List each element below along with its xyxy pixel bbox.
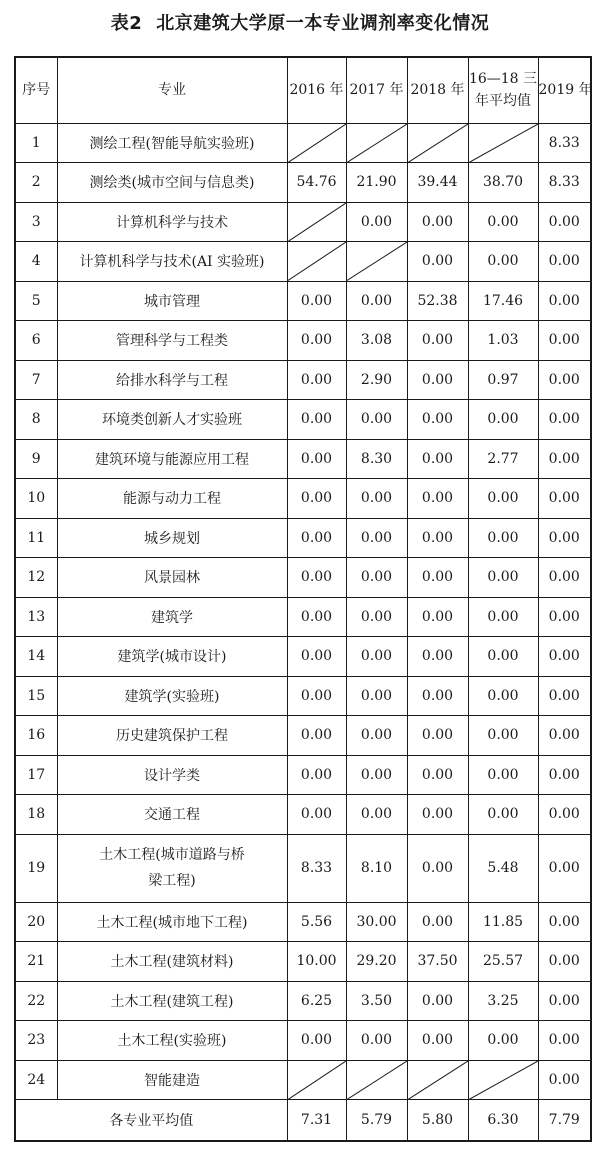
header-three-year-average: 16—18 三年平均值 xyxy=(468,57,538,123)
row-number: 17 xyxy=(15,755,57,795)
table-row xyxy=(15,597,591,637)
value-2018: 0.00 xyxy=(407,795,468,835)
header-2017: 2017 年 xyxy=(346,57,407,123)
diagonal-slash xyxy=(288,242,346,281)
row-number: 11 xyxy=(15,518,57,558)
value-2018: 0.00 xyxy=(407,597,468,637)
header-2018: 2018 年 xyxy=(407,57,468,123)
major-name: 城市管理 xyxy=(57,281,287,321)
row-number: 4 xyxy=(15,242,57,282)
table-row xyxy=(15,676,591,716)
value-three-year-average: 0.00 xyxy=(468,795,538,835)
major-name: 建筑环境与能源应用工程 xyxy=(57,439,287,479)
value-2016: 54.76 xyxy=(287,163,346,203)
value-2016: 0.00 xyxy=(287,479,346,519)
diagonal-slash xyxy=(347,242,407,281)
value-2018: 0.00 xyxy=(407,242,468,282)
major-name: 建筑学(城市设计) xyxy=(57,637,287,677)
row-number: 12 xyxy=(15,558,57,598)
value-2017: 0.00 xyxy=(346,755,407,795)
value-2017: 2.90 xyxy=(346,360,407,400)
table-number: 表2 xyxy=(110,13,143,34)
header-2019: 2019 年 xyxy=(538,57,591,123)
diagonal-slash xyxy=(469,1061,538,1100)
value-three-year-average: 0.00 xyxy=(468,400,538,440)
value-2019: 0.00 xyxy=(538,518,591,558)
value-2016: 0.00 xyxy=(287,360,346,400)
average-label: 各专业平均值 xyxy=(15,1100,287,1141)
row-number: 24 xyxy=(15,1060,57,1100)
row-number: 20 xyxy=(15,902,57,942)
value-2018: 0.00 xyxy=(407,360,468,400)
average-three-year: 6.30 xyxy=(468,1100,538,1141)
value-2018: 0.00 xyxy=(407,981,468,1021)
value-2019: 0.00 xyxy=(538,321,591,361)
major-name: 建筑学(实验班) xyxy=(57,676,287,716)
value-2019: 0.00 xyxy=(538,755,591,795)
table-row xyxy=(15,439,591,479)
empty-cell-three-year-average xyxy=(468,1060,538,1100)
row-number: 18 xyxy=(15,795,57,835)
value-three-year-average: 0.00 xyxy=(468,716,538,756)
table-row xyxy=(15,558,591,598)
major-name: 城乡规划 xyxy=(57,518,287,558)
diagonal-slash xyxy=(347,124,407,163)
empty-cell-2017 xyxy=(346,123,407,163)
value-2017: 0.00 xyxy=(346,202,407,242)
value-2018: 0.00 xyxy=(407,400,468,440)
table-row xyxy=(15,400,591,440)
row-number: 3 xyxy=(15,202,57,242)
value-2016: 0.00 xyxy=(287,716,346,756)
value-2016: 0.00 xyxy=(287,1021,346,1061)
value-2019: 0.00 xyxy=(538,281,591,321)
value-2019: 0.00 xyxy=(538,202,591,242)
table-row xyxy=(15,1021,591,1061)
value-2019: 0.00 xyxy=(538,360,591,400)
value-2019: 8.33 xyxy=(538,163,591,203)
value-2016: 0.00 xyxy=(287,321,346,361)
table-row xyxy=(15,360,591,400)
value-three-year-average: 0.00 xyxy=(468,479,538,519)
value-2018: 0.00 xyxy=(407,676,468,716)
value-2016: 0.00 xyxy=(287,518,346,558)
diagonal-slash xyxy=(347,1061,407,1100)
value-2019: 0.00 xyxy=(538,1060,591,1100)
value-2016: 0.00 xyxy=(287,676,346,716)
average-row xyxy=(15,1100,591,1141)
value-2019: 0.00 xyxy=(538,942,591,982)
major-name: 能源与动力工程 xyxy=(57,479,287,519)
value-2017: 0.00 xyxy=(346,1021,407,1061)
value-2016: 0.00 xyxy=(287,439,346,479)
major-name: 测绘类(城市空间与信息类) xyxy=(57,163,287,203)
empty-cell-2018 xyxy=(407,1060,468,1100)
value-three-year-average: 0.97 xyxy=(468,360,538,400)
row-number: 5 xyxy=(15,281,57,321)
value-2017: 3.08 xyxy=(346,321,407,361)
row-number: 10 xyxy=(15,479,57,519)
table-row xyxy=(15,123,591,163)
diagonal-slash xyxy=(288,203,346,242)
value-2019: 0.00 xyxy=(538,558,591,598)
major-name: 计算机科学与技术 xyxy=(57,202,287,242)
table-title: 北京建筑大学原一本专业调剂率变化情况 xyxy=(156,13,490,34)
major-name: 设计学类 xyxy=(57,755,287,795)
value-2019: 0.00 xyxy=(538,439,591,479)
value-three-year-average: 0.00 xyxy=(468,637,538,677)
value-three-year-average: 11.85 xyxy=(468,902,538,942)
value-2018: 52.38 xyxy=(407,281,468,321)
value-2019: 0.00 xyxy=(538,400,591,440)
average-2016: 7.31 xyxy=(287,1100,346,1141)
header-2016: 2016 年 xyxy=(287,57,346,123)
diagonal-slash xyxy=(408,1061,468,1100)
major-name: 环境类创新人才实验班 xyxy=(57,400,287,440)
value-2019: 0.00 xyxy=(538,637,591,677)
empty-cell-2016 xyxy=(287,202,346,242)
row-number: 23 xyxy=(15,1021,57,1061)
header-row xyxy=(15,57,591,123)
value-2018: 0.00 xyxy=(407,518,468,558)
value-2018: 0.00 xyxy=(407,1021,468,1061)
major-name: 土木工程(建筑工程) xyxy=(57,981,287,1021)
major-name: 土木工程(实验班) xyxy=(57,1021,287,1061)
row-number: 8 xyxy=(15,400,57,440)
row-number: 15 xyxy=(15,676,57,716)
value-three-year-average: 0.00 xyxy=(468,676,538,716)
table-row xyxy=(15,479,591,519)
table-row xyxy=(15,1060,591,1100)
value-2019: 0.00 xyxy=(538,834,591,902)
row-number: 19 xyxy=(15,834,57,902)
major-name: 管理科学与工程类 xyxy=(57,321,287,361)
table-row xyxy=(15,637,591,677)
value-2017: 8.30 xyxy=(346,439,407,479)
empty-cell-2016 xyxy=(287,242,346,282)
major-name: 智能建造 xyxy=(57,1060,287,1100)
empty-cell-2018 xyxy=(407,123,468,163)
table-row xyxy=(15,902,591,942)
major-name: 交通工程 xyxy=(57,795,287,835)
value-three-year-average: 0.00 xyxy=(468,242,538,282)
value-2019: 0.00 xyxy=(538,902,591,942)
table-row xyxy=(15,716,591,756)
table-row xyxy=(15,202,591,242)
value-2017: 30.00 xyxy=(346,902,407,942)
table-row xyxy=(15,242,591,282)
diagonal-slash xyxy=(408,124,468,163)
value-2018: 0.00 xyxy=(407,558,468,598)
value-2016: 8.33 xyxy=(287,834,346,902)
diagonal-slash xyxy=(288,124,346,163)
table-row xyxy=(15,834,591,902)
value-2018: 0.00 xyxy=(407,637,468,677)
value-2016: 0.00 xyxy=(287,281,346,321)
header-major: 专业 xyxy=(57,57,287,123)
value-2017: 0.00 xyxy=(346,637,407,677)
value-2019: 8.33 xyxy=(538,123,591,163)
table-row xyxy=(15,518,591,558)
value-three-year-average: 17.46 xyxy=(468,281,538,321)
value-three-year-average: 0.00 xyxy=(468,518,538,558)
value-2018: 0.00 xyxy=(407,479,468,519)
value-three-year-average: 2.77 xyxy=(468,439,538,479)
average-2019: 7.79 xyxy=(538,1100,591,1141)
row-number: 2 xyxy=(15,163,57,203)
value-2019: 0.00 xyxy=(538,1021,591,1061)
value-2019: 0.00 xyxy=(538,676,591,716)
empty-cell-three-year-average xyxy=(468,123,538,163)
row-number: 7 xyxy=(15,360,57,400)
major-name: 测绘工程(智能导航实验班) xyxy=(57,123,287,163)
major-name: 建筑学 xyxy=(57,597,287,637)
value-2017: 8.10 xyxy=(346,834,407,902)
value-2019: 0.00 xyxy=(538,597,591,637)
value-three-year-average: 0.00 xyxy=(468,1021,538,1061)
value-2017: 0.00 xyxy=(346,597,407,637)
value-2018: 0.00 xyxy=(407,755,468,795)
value-2018: 0.00 xyxy=(407,834,468,902)
value-2017: 0.00 xyxy=(346,518,407,558)
average-2018: 5.80 xyxy=(407,1100,468,1141)
major-name: 土木工程(城市道路与桥梁工程) xyxy=(57,834,287,902)
row-number: 9 xyxy=(15,439,57,479)
value-2018: 0.00 xyxy=(407,439,468,479)
major-name: 土木工程(城市地下工程) xyxy=(57,902,287,942)
adjustment-rate-table xyxy=(14,56,592,1142)
table-body xyxy=(15,123,591,1100)
value-2018: 0.00 xyxy=(407,321,468,361)
table-row xyxy=(15,281,591,321)
value-three-year-average: 0.00 xyxy=(468,558,538,598)
value-three-year-average: 38.70 xyxy=(468,163,538,203)
major-name: 风景园林 xyxy=(57,558,287,598)
major-name: 给排水科学与工程 xyxy=(57,360,287,400)
value-2019: 0.00 xyxy=(538,795,591,835)
major-name: 计算机科学与技术(AI 实验班) xyxy=(57,242,287,282)
value-2017: 0.00 xyxy=(346,400,407,440)
row-number: 14 xyxy=(15,637,57,677)
value-2019: 0.00 xyxy=(538,716,591,756)
empty-cell-2016 xyxy=(287,1060,346,1100)
table-row xyxy=(15,755,591,795)
row-number: 13 xyxy=(15,597,57,637)
value-2017: 0.00 xyxy=(346,795,407,835)
row-number: 6 xyxy=(15,321,57,361)
value-2017: 0.00 xyxy=(346,558,407,598)
value-2016: 6.25 xyxy=(287,981,346,1021)
value-2016: 0.00 xyxy=(287,637,346,677)
value-2017: 0.00 xyxy=(346,716,407,756)
value-three-year-average: 0.00 xyxy=(468,597,538,637)
value-2016: 0.00 xyxy=(287,597,346,637)
table-row xyxy=(15,942,591,982)
value-2018: 0.00 xyxy=(407,716,468,756)
value-2019: 0.00 xyxy=(538,479,591,519)
value-2017: 0.00 xyxy=(346,479,407,519)
value-three-year-average: 1.03 xyxy=(468,321,538,361)
value-2018: 0.00 xyxy=(407,202,468,242)
value-three-year-average: 5.48 xyxy=(468,834,538,902)
average-2017: 5.79 xyxy=(346,1100,407,1141)
value-2017: 21.90 xyxy=(346,163,407,203)
major-name: 历史建筑保护工程 xyxy=(57,716,287,756)
value-three-year-average: 25.57 xyxy=(468,942,538,982)
value-2017: 29.20 xyxy=(346,942,407,982)
value-2019: 0.00 xyxy=(538,242,591,282)
table-row xyxy=(15,795,591,835)
table-caption xyxy=(0,8,600,40)
value-three-year-average: 3.25 xyxy=(468,981,538,1021)
header-no: 序号 xyxy=(15,57,57,123)
empty-cell-2017 xyxy=(346,1060,407,1100)
value-three-year-average: 0.00 xyxy=(468,755,538,795)
value-2018: 0.00 xyxy=(407,902,468,942)
major-name: 土木工程(建筑材料) xyxy=(57,942,287,982)
value-2017: 0.00 xyxy=(346,281,407,321)
value-2018: 37.50 xyxy=(407,942,468,982)
diagonal-slash xyxy=(288,1061,346,1100)
row-number: 22 xyxy=(15,981,57,1021)
table-row xyxy=(15,163,591,203)
diagonal-slash xyxy=(469,124,538,163)
value-2018: 39.44 xyxy=(407,163,468,203)
value-2016: 0.00 xyxy=(287,558,346,598)
row-number: 21 xyxy=(15,942,57,982)
row-number: 1 xyxy=(15,123,57,163)
value-2017: 0.00 xyxy=(346,676,407,716)
value-2019: 0.00 xyxy=(538,981,591,1021)
value-three-year-average: 0.00 xyxy=(468,202,538,242)
value-2016: 0.00 xyxy=(287,400,346,440)
value-2016: 0.00 xyxy=(287,795,346,835)
value-2016: 5.56 xyxy=(287,902,346,942)
table-row xyxy=(15,981,591,1021)
empty-cell-2017 xyxy=(346,242,407,282)
value-2017: 3.50 xyxy=(346,981,407,1021)
value-2016: 0.00 xyxy=(287,755,346,795)
empty-cell-2016 xyxy=(287,123,346,163)
table-row xyxy=(15,321,591,361)
row-number: 16 xyxy=(15,716,57,756)
value-2016: 10.00 xyxy=(287,942,346,982)
